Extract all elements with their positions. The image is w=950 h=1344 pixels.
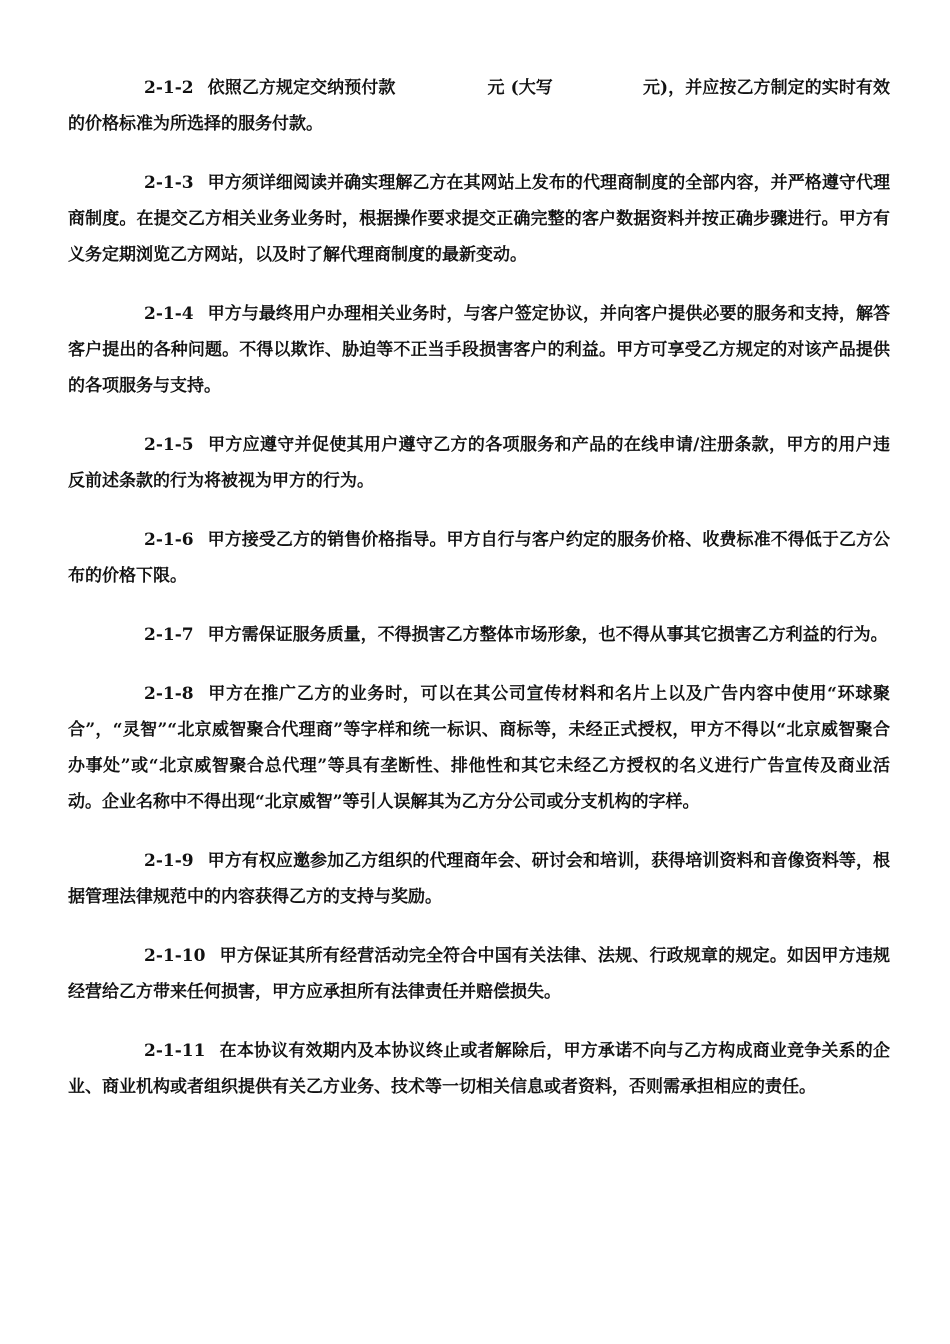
clause-text: 甲方应遵守并促使其用户遵守乙方的各项服务和产品的在线申请/注册条款，甲方的用户违反前述条款的行为将被视为甲方的行为。: [68, 435, 890, 491]
clause-number: 2-1-8: [144, 684, 194, 704]
clause-2-1-10: [68, 938, 890, 1010]
clause-number: 2-1-7: [144, 625, 194, 645]
clause-2-1-3: [68, 165, 890, 273]
clause-number: 2-1-6: [144, 530, 194, 550]
clause-number: 2-1-10: [144, 946, 206, 966]
clause-2-1-5: [68, 427, 890, 499]
clause-text: 甲方接受乙方的销售价格指导。甲方自行与客户约定的服务价格、收费标准不得低于乙方公布的价格下限。: [68, 530, 890, 586]
clause-number: 2-1-4: [144, 304, 194, 324]
clause-2-1-7: [68, 617, 890, 653]
clause-2-1-11: [68, 1033, 890, 1105]
clause-text: 元)，并应按乙方制定的实时有效的价格标准为所选择的服务付款。: [68, 78, 891, 134]
clause-text: 甲方在推广乙方的业务时，可以在其公司宣传材料和名片上以及广告内容中使用“环球聚合”，“灵智”“北京威智聚合代理商”等字样和统一标识、商标等，未经正式授权，甲方不得以“北京威智聚合办事处”或“北京威智聚合总代理”等具有垄断性、排他性和其它未经乙方授权的名义进行广告宣传及商业活动。企业名称中不得出现“北京威智”等引人误解其为乙方分公司或分支机构的字样。: [68, 684, 890, 812]
clause-number: 2-1-3: [144, 173, 194, 193]
clause-text: 在本协议有效期内及本协议终止或者解除后，甲方承诺不向与乙方构成商业竞争关系的企业、商业机构或者组织提供有关乙方业务、技术等一切相关信息或者资料，否则需承担相应的责任。: [68, 1041, 890, 1097]
clause-2-1-9: [68, 843, 890, 915]
clause-text: 甲方与最终用户办理相关业务时，与客户签定协议，并向客户提供必要的服务和支持，解答客户提出的各种问题。不得以欺诈、胁迫等不正当手段损害客户的利益。甲方可享受乙方规定的对该产品提供的各项服务与支持。: [68, 304, 890, 396]
clause-number: 2-1-11: [144, 1041, 206, 1061]
clause-2-1-4: [68, 296, 890, 404]
clause-number: 2-1-2: [144, 78, 194, 98]
clause-text: 甲方需保证服务质量，不得损害乙方整体市场形象，也不得从事其它损害乙方利益的行为。: [207, 625, 888, 645]
clause-text: 甲方须详细阅读并确实理解乙方在其网站上发布的代理商制度的全部内容，并严格遵守代理商制度。在提交乙方相关业务业务时，根据操作要求提交正确完整的客户数据资料并按正确步骤进行。甲方有义务定期浏览乙方网站，以及时了解代理商制度的最新变动。: [68, 173, 890, 265]
clause-2-1-8: [68, 676, 890, 820]
clause-text: 依照乙方规定交纳预付款: [207, 78, 396, 98]
document-page: [68, 70, 890, 1128]
clause-text: 甲方有权应邀参加乙方组织的代理商年会、研讨会和培训，获得培训资料和音像资料等，根据管理法律规范中的内容获得乙方的支持与奖励。: [68, 851, 890, 907]
clause-text: 甲方保证其所有经营活动完全符合中国有关法律、法规、行政规章的规定。如因甲方违规经营给乙方带来任何损害，甲方应承担所有法律责任并赔偿损失。: [68, 946, 890, 1002]
clause-number: 2-1-5: [144, 435, 194, 455]
clause-number: 2-1-9: [144, 851, 194, 871]
clause-2-1-6: [68, 522, 890, 594]
clause-text: 元 (大写: [487, 78, 553, 98]
clause-2-1-2: [68, 70, 890, 142]
